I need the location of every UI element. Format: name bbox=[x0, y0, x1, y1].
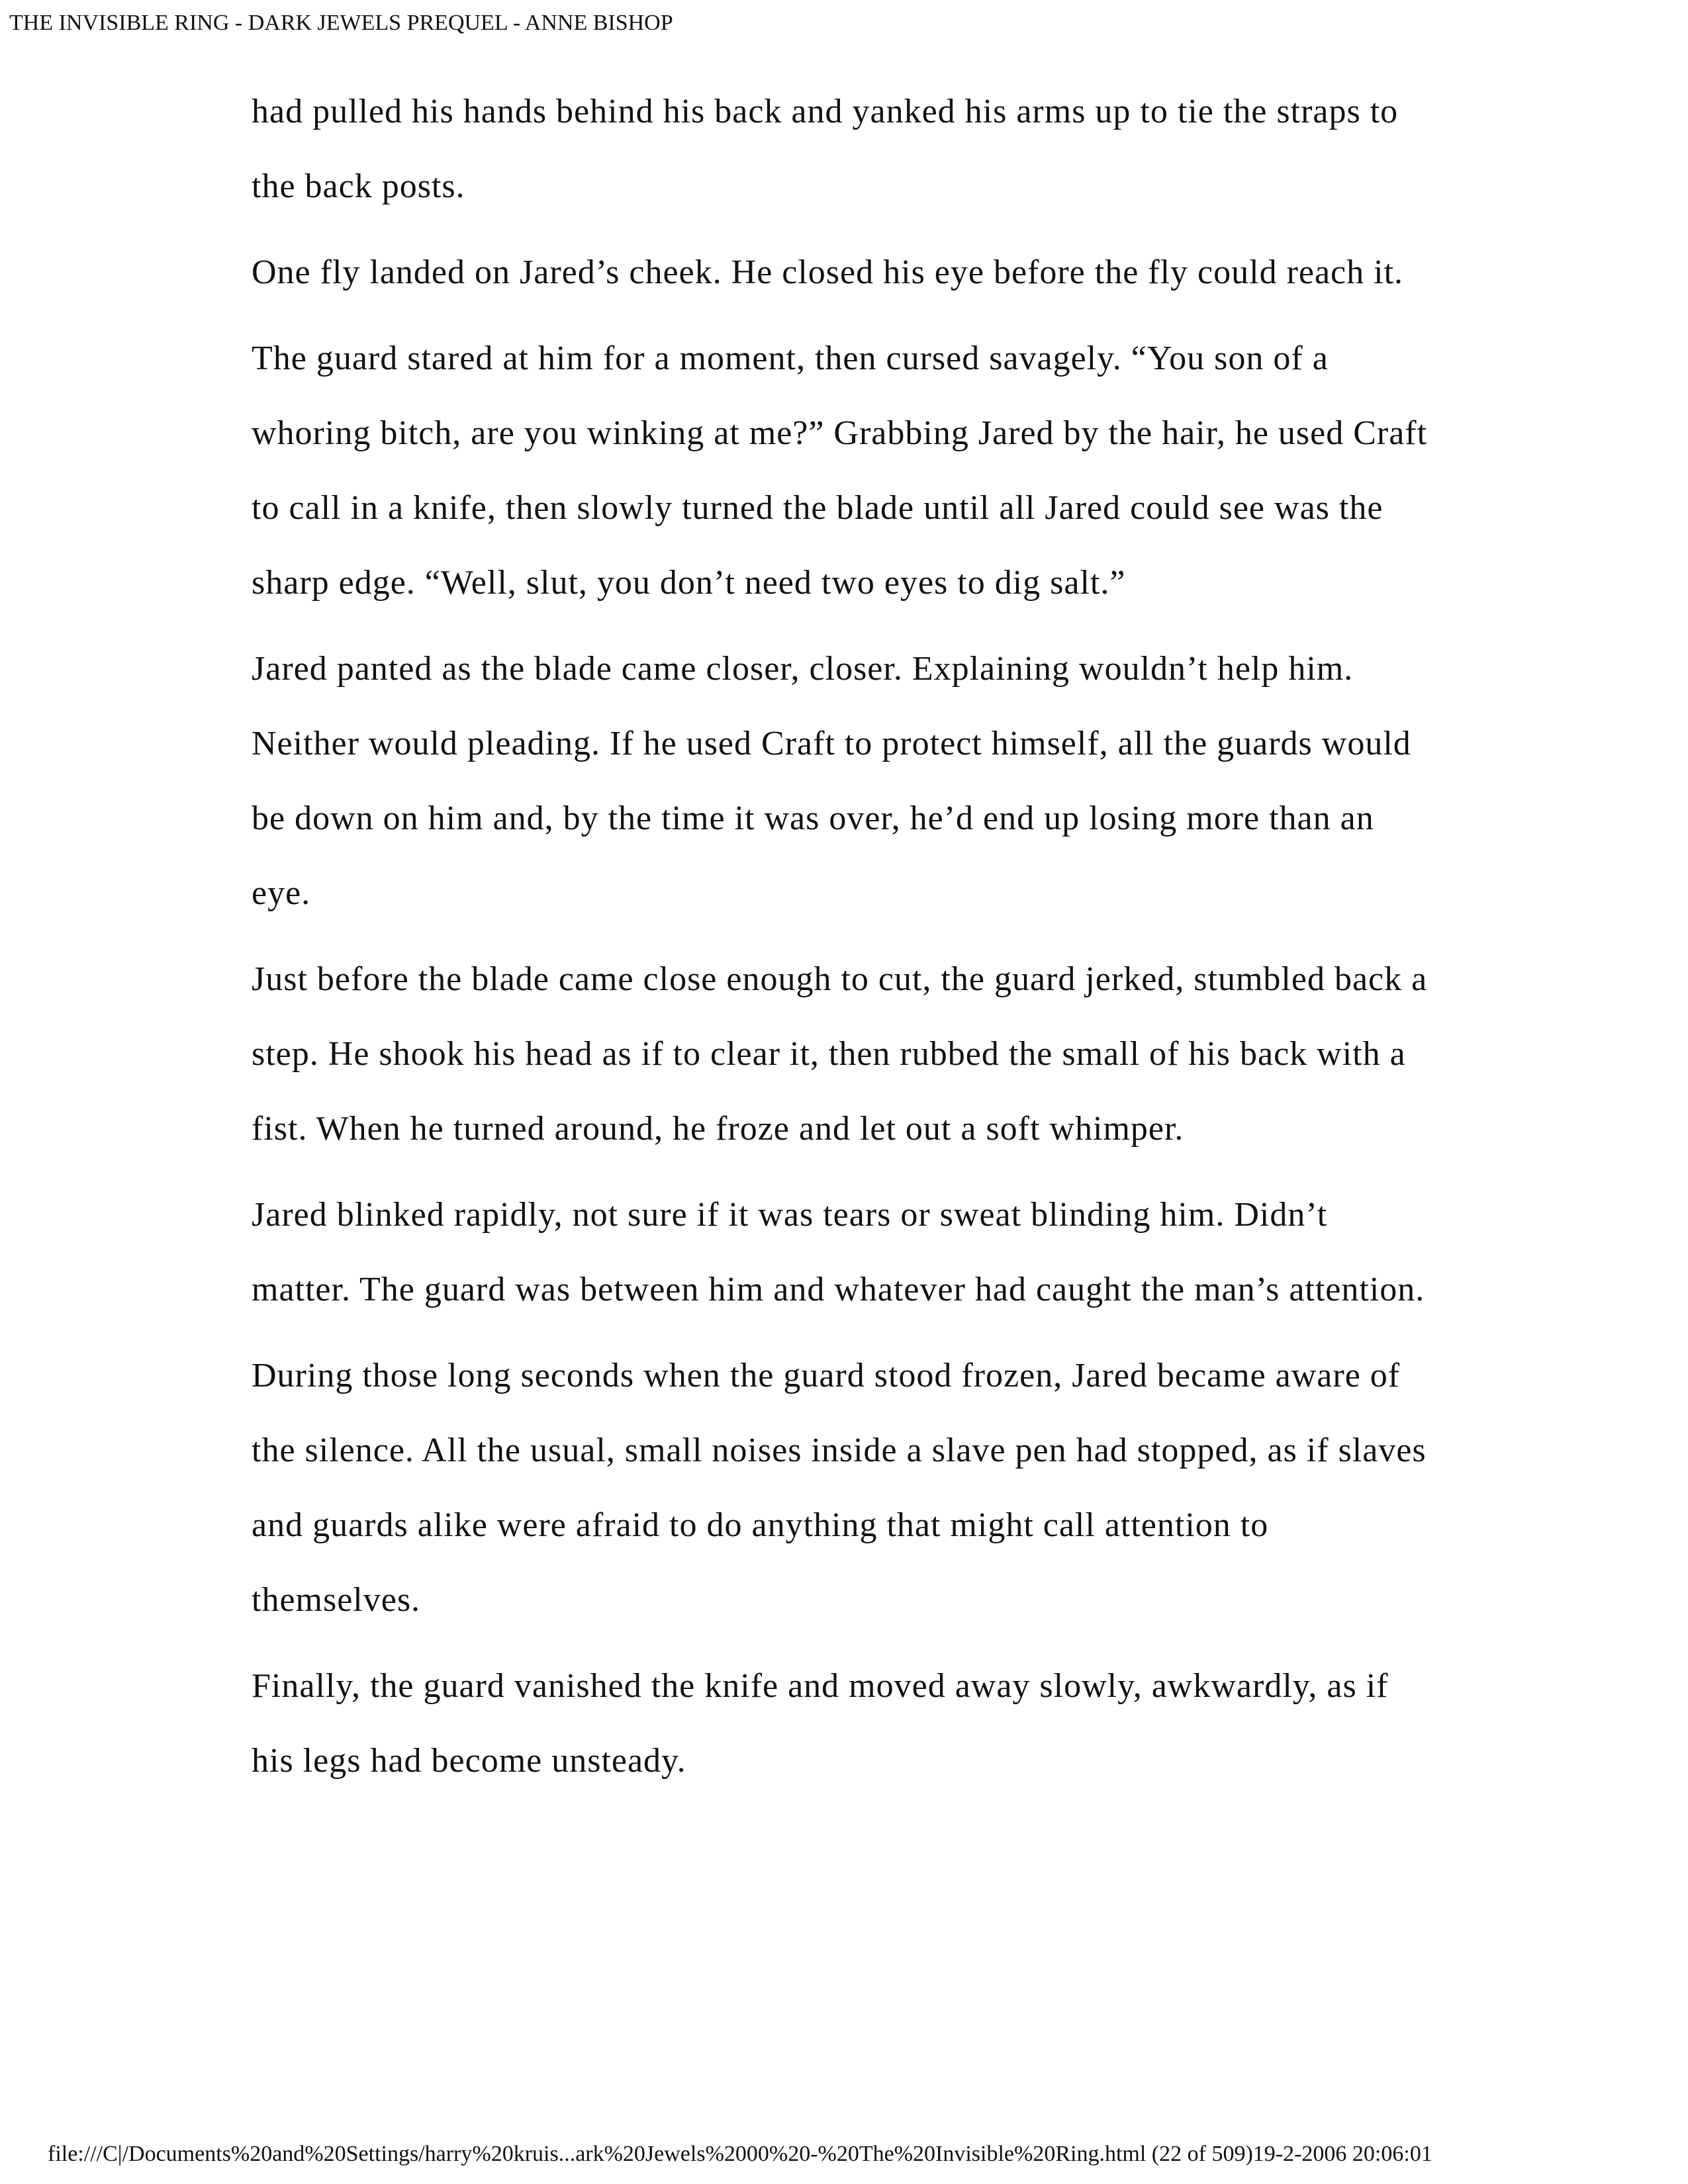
paragraph: Finally, the guard vanished the knife and moved away slowly, awkwardly, as if his legs had become unsteady. bbox=[252, 1667, 1389, 1780]
running-header: THE INVISIBLE RING - DARK JEWELS PREQUEL - ANNE BISHOP bbox=[9, 11, 673, 35]
paragraph: One fly landed on Jared’s cheek. He closed his eye before the fly could reach it. bbox=[252, 253, 1404, 291]
paragraph: had pulled his hands behind his back and yanked his arms up to tie the straps to the back posts. bbox=[252, 93, 1399, 205]
paragraph: During those long seconds when the guard stood frozen, Jared became aware of the silence. All the usual, small noises inside a slave pen had stopped, as if slaves and guards alike were afraid to do anything that might call attention to themselves. bbox=[252, 1357, 1427, 1619]
page-body bbox=[252, 74, 1430, 1809]
paragraph: Jared blinked rapidly, not sure if it was tears or sweat blinding him. Didn’t matter. The guard was between him and whatever had caught the man’s attention. bbox=[252, 1196, 1425, 1308]
paragraph: Jared panted as the blade came closer, closer. Explaining wouldn’t help him. Neither would pleading. If he used Craft to protect himself, all the guards would be down on him and, by the time it was over, he’d end up losing more than an eye. bbox=[252, 650, 1411, 912]
running-footer: file:///C|/Documents%20and%20Settings/harry%20kruis...ark%20Jewels%2000%20-%20The%20Invisible%20Ring.html (22 of 509)19-2-2006 20:06:01 bbox=[48, 2142, 1432, 2166]
paragraph: The guard stared at him for a moment, then cursed savagely. “You son of a whoring bitch, are you winking at me?” Grabbing Jared by the hair, he used Craft to call in a knife, then slowly turned the blade until all Jared could see was the sharp edge. “Well, slut, you don’t need two eyes to dig salt.” bbox=[252, 340, 1428, 602]
paragraph: Just before the blade came close enough to cut, the guard jerked, stumbled back a step. He shook his head as if to clear it, then rubbed the small of his back with a fist. When he turned around, he froze and let out a soft whimper. bbox=[252, 960, 1428, 1148]
